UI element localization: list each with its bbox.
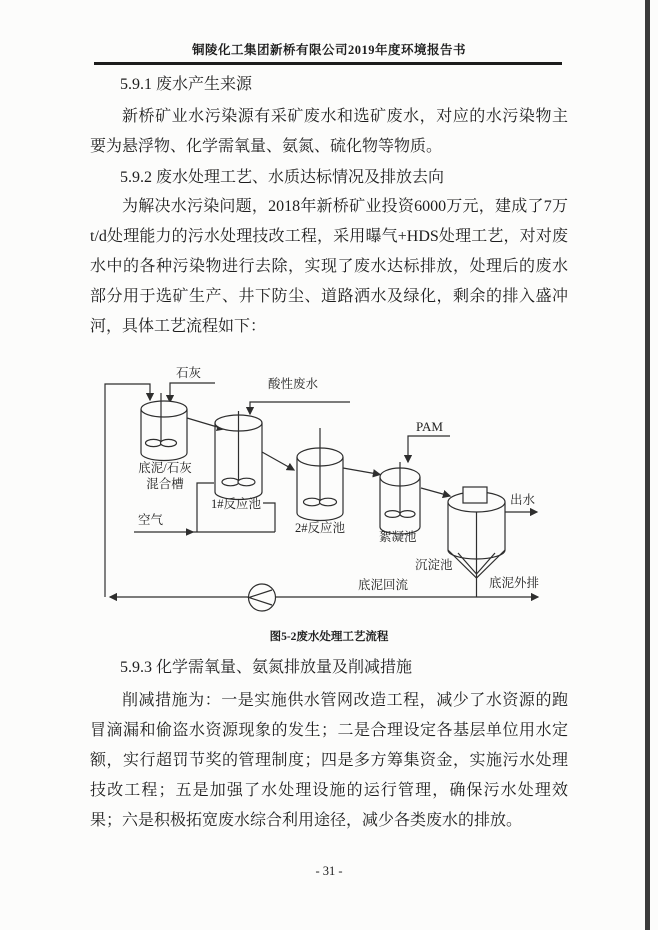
report-header-title: 铜陵化工集团新桥有限公司2019年度环境报告书 xyxy=(191,43,466,57)
section-heading-5-9-2: 5.9.2 废水处理工艺、水质达标情况及排放去向 xyxy=(120,169,445,186)
label-mixing-tank-line2: 混合槽 xyxy=(146,476,184,491)
tank-mixing xyxy=(141,393,187,461)
pump-icon xyxy=(249,584,276,611)
paragraph-wastewater-sources: 新桥矿业水污染源有采矿废水和选矿废水，对应的水污染物主要为悬浮物、化学需氧量、氨氮、硫化物等物质。 xyxy=(90,108,568,155)
tank-reactor2 xyxy=(297,428,343,521)
paragraph-reduction-measures: 削减措施为：一是实施供水管网改造工程，减少了水资源的跑冒滴漏和偷盗水资源现象的发生；二是合理设定各基层单位用水定额，实行超罚节奖的管理制度；四是多方筹集资金，实施污水处理技改工程；五是加强了水处理设施的运行管理，确保污水处理效果；六是积极拓宽废水综合利用途径，减少各类废水的排放。 xyxy=(90,692,568,829)
label-mixing-tank xyxy=(125,461,205,492)
label-reactor2: 2#反应池 xyxy=(295,521,346,535)
label-sludge-discharge: 底泥外排 xyxy=(489,576,540,590)
label-acid-wastewater: 酸性废水 xyxy=(268,377,319,391)
lime-feed-line xyxy=(170,383,215,402)
label-outflow: 出水 xyxy=(510,493,536,507)
label-mixing-tank-line1: 底泥/石灰 xyxy=(138,461,192,475)
tank-flocculation xyxy=(380,462,420,534)
label-flocculation-tank: 絮凝池 xyxy=(379,530,417,544)
paragraph-treatment-process: 为解决水污染问题，2018年新桥矿业投资6000万元，建成了7万t/d处理能力的污水处理技改工程，采用曝气+HDS处理工艺，对对废水中的各种污染物进行去除，实现了废水达标排放，处理后的废水部分用于选矿生产、井下防尘、道路洒水及绿化，剩余的排入盛冲河，具体工艺流程如下： xyxy=(90,198,568,335)
page-number: - 31 - xyxy=(315,864,343,878)
flow-line-3 xyxy=(343,468,380,475)
scan-edge-artifact xyxy=(645,0,650,930)
section-heading-5-9-3: 5.9.3 化学需氧量、氨氮排放量及削减措施 xyxy=(120,659,413,676)
label-reactor1: 1#反应池 xyxy=(211,497,262,511)
tank-reactor1 xyxy=(215,411,262,499)
figure-caption: 图5-2废水处理工艺流程 xyxy=(269,631,389,643)
label-air: 空气 xyxy=(138,513,164,527)
section-heading-5-9-1: 5.9.1 废水产生来源 xyxy=(120,76,253,93)
flow-line-4 xyxy=(421,488,450,496)
label-pam: PAM xyxy=(416,419,443,434)
label-settling-tank: 沉淀池 xyxy=(415,558,453,572)
label-sludge-return: 底泥回流 xyxy=(358,578,409,592)
acid-feed-line xyxy=(250,402,350,414)
header-rule xyxy=(94,62,562,65)
flow-line-2 xyxy=(262,452,294,470)
process-flow-diagram xyxy=(80,362,600,625)
pam-feed-line xyxy=(408,436,450,462)
label-lime: 石灰 xyxy=(176,366,202,380)
